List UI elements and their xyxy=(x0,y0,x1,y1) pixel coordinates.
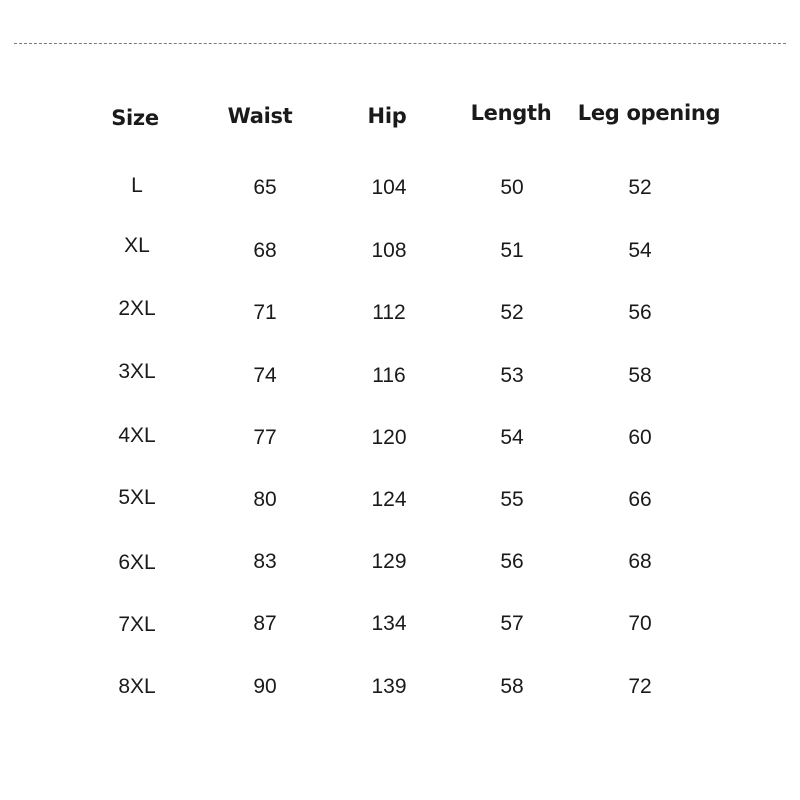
cell-hip: 104 xyxy=(371,176,407,199)
cell-size: 4XL xyxy=(118,424,156,447)
cell-length: 52 xyxy=(500,301,524,324)
cell-length: 50 xyxy=(500,176,524,199)
cell-size: 8XL xyxy=(118,675,156,698)
cell-leg-opening: 66 xyxy=(628,488,652,511)
cell-waist: 87 xyxy=(253,612,277,635)
cell-waist: 77 xyxy=(253,426,277,449)
cell-hip: 124 xyxy=(371,488,407,511)
cell-leg-opening: 60 xyxy=(628,426,652,449)
header-size: Size xyxy=(111,106,159,130)
cell-length: 55 xyxy=(500,488,524,511)
cell-hip: 120 xyxy=(371,426,407,449)
cell-waist: 68 xyxy=(253,239,277,262)
cell-hip: 116 xyxy=(372,364,406,387)
header-waist: Waist xyxy=(227,104,293,128)
cell-length: 57 xyxy=(500,612,524,635)
cell-length: 58 xyxy=(500,675,524,698)
header-length: Length xyxy=(470,101,552,125)
cell-length: 56 xyxy=(500,550,524,573)
header-leg-opening: Leg opening xyxy=(577,101,721,125)
cell-length: 51 xyxy=(500,239,524,262)
cell-waist: 65 xyxy=(253,176,277,199)
cell-length: 54 xyxy=(500,426,524,449)
cell-leg-opening: 54 xyxy=(628,239,652,262)
cell-size: 3XL xyxy=(118,360,156,383)
cell-leg-opening: 58 xyxy=(628,364,652,387)
cell-hip: 108 xyxy=(371,239,407,262)
cell-size: 5XL xyxy=(118,486,156,509)
cell-size: 6XL xyxy=(118,551,156,574)
cell-size: L xyxy=(131,174,143,197)
cell-waist: 90 xyxy=(253,675,277,698)
cell-leg-opening: 70 xyxy=(628,612,652,635)
cell-leg-opening: 52 xyxy=(628,176,652,199)
cell-hip: 129 xyxy=(371,550,407,573)
cell-leg-opening: 56 xyxy=(628,301,652,324)
cell-leg-opening: 68 xyxy=(628,550,652,573)
cell-size: 2XL xyxy=(118,297,156,320)
cell-size: XL xyxy=(124,234,150,257)
cell-waist: 80 xyxy=(253,488,277,511)
cell-leg-opening: 72 xyxy=(628,675,652,698)
cell-waist: 74 xyxy=(253,364,277,387)
cell-waist: 83 xyxy=(253,550,277,573)
cell-waist: 71 xyxy=(253,301,277,324)
cell-size: 7XL xyxy=(118,613,156,636)
cell-length: 53 xyxy=(500,364,524,387)
cell-hip: 112 xyxy=(372,301,406,324)
cell-hip: 134 xyxy=(371,612,407,635)
cell-hip: 139 xyxy=(371,675,407,698)
header-hip: Hip xyxy=(367,104,407,128)
